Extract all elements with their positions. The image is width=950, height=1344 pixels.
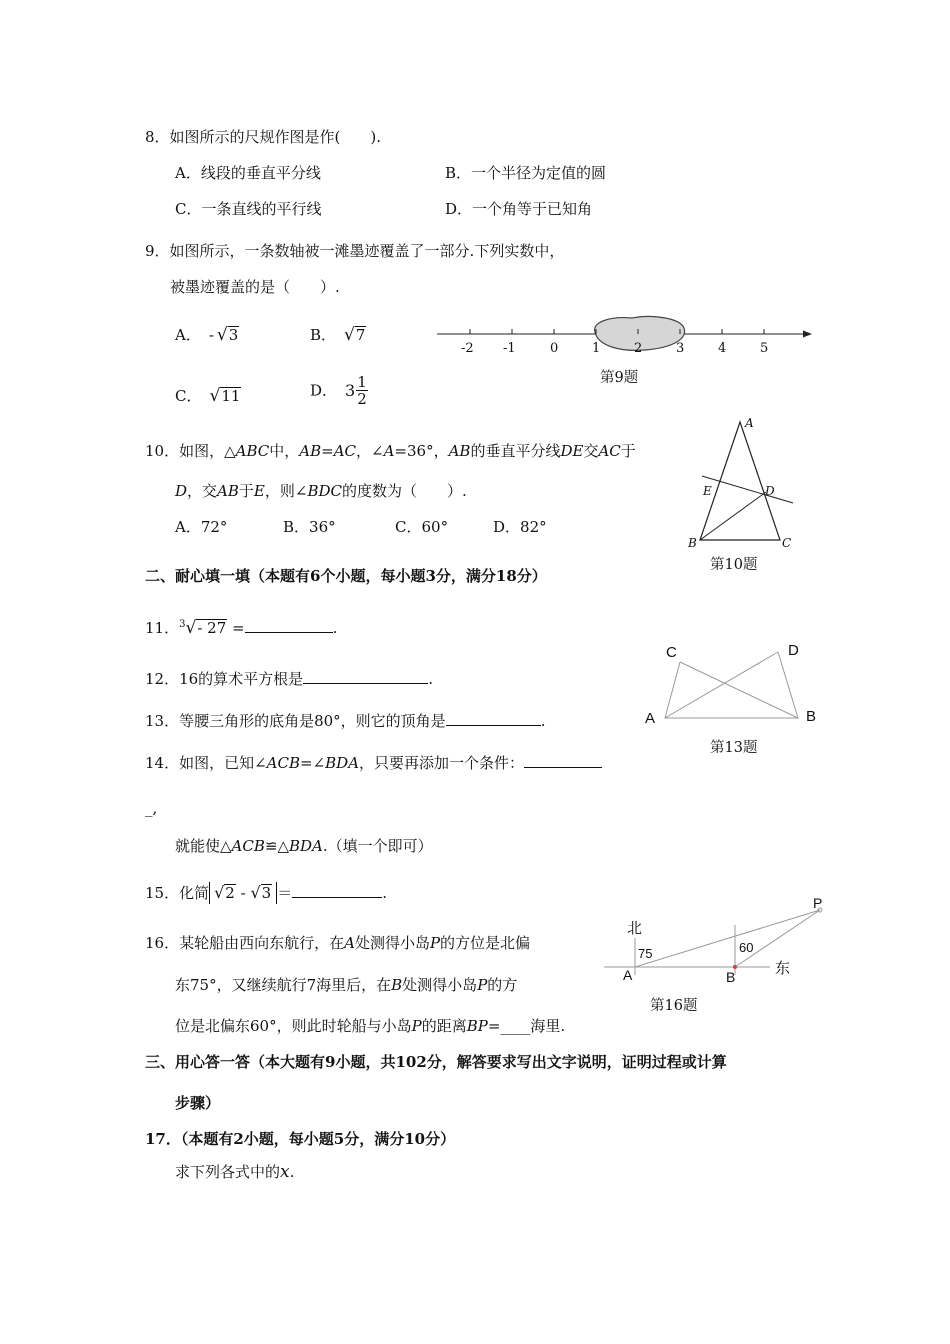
axis-tick-label: -1 — [503, 341, 516, 356]
q16-label-60: 60 — [739, 940, 754, 955]
q16-label-p: P — [813, 895, 823, 911]
q8-stem: 8．如图所示的尺规作图是作( ). — [145, 128, 382, 146]
q9-option-c: C． √11 — [175, 386, 241, 406]
q14-line2: _, — [145, 799, 158, 817]
q10-stem-line1: 10．如图，△ABC中，AB=AC，∠A=36°，AB的垂直平分线DE交AC于 — [145, 442, 636, 460]
q10-label-d: D — [765, 484, 775, 498]
axis-tick-label: 1 — [592, 341, 601, 356]
axis-tick-label: 4 — [718, 341, 727, 356]
q13-caption: 第13题 — [710, 740, 758, 756]
q10-option-c: C．60° — [395, 518, 449, 536]
q13-label-c: C — [666, 644, 677, 661]
q13: 13．等腰三角形的底角是80°，则它的顶角是 . — [145, 712, 546, 730]
q15: 15．化简 √2 - √3 ＝ . — [145, 883, 387, 902]
q13-label-d: D — [788, 642, 799, 659]
q16-line3: 位是北偏东60°，则此时轮船与小岛P的距离BP=____海里. — [175, 1017, 566, 1035]
q10-label-e: E — [703, 484, 712, 498]
q17-heading: 17．（本题有2小题，每小题5分，满分10分） — [145, 1130, 456, 1148]
q10-label-a: A — [745, 416, 754, 430]
axis-tick-label: 0 — [550, 341, 559, 356]
section2-heading: 二、耐心填一填（本题有6个小题，每小题3分，满分18分） — [145, 567, 547, 585]
q9-option-b: B． √7 — [310, 325, 366, 345]
q16-line2: 东75°，又继续航行7海里后，在B处测得小岛P的方 — [175, 976, 518, 994]
q16-caption: 第16题 — [650, 998, 698, 1014]
q9-stem-line2: 被墨迹覆盖的是（ ）. — [170, 278, 340, 296]
q8-option-c: C．一条直线的平行线 — [175, 200, 322, 218]
axis-tick-label: 5 — [760, 341, 769, 356]
q16-label-east: 东 — [775, 959, 791, 977]
q16-label-75: 75 — [638, 946, 653, 961]
q10-option-d: D．82° — [493, 518, 547, 536]
q9-option-d: D． 3 $\frac{1}{2}$ — [310, 373, 367, 408]
q16-label-b: B — [726, 969, 736, 985]
q14-line1: 14．如图，已知∠ACB=∠BDA，只要再添加一个条件： — [145, 753, 602, 773]
q12: 12．16的算术平方根是 . — [145, 670, 433, 688]
q10-label-c: C — [782, 536, 792, 550]
q10-option-a: A．72° — [175, 518, 228, 536]
q10-stem-line2: D，交AB于E，则∠BDC的度数为（ ）. — [175, 482, 467, 500]
q8-option-a: A．线段的垂直平分线 — [175, 164, 321, 182]
axis-tick-label: -2 — [461, 341, 474, 356]
q17-text: 求下列各式中的x. — [175, 1162, 295, 1182]
q8-option-b: B．一个半径为定值的圆 — [445, 164, 607, 182]
q10-caption: 第10题 — [710, 557, 758, 573]
q10-label-b: B — [688, 536, 697, 550]
q13-label-a: A — [645, 710, 656, 727]
section3-heading-line2: 步骤） — [175, 1094, 221, 1112]
q9-option-a: A． - √3 — [175, 325, 239, 345]
section3-heading-line1: 三、用心答一答（本大题有9小题，共102分，解答要求写出文字说明，证明过程或计算 — [145, 1053, 727, 1071]
q16-label-north: 北 — [627, 919, 643, 937]
q8-option-d: D．一个角等于已知角 — [445, 200, 593, 218]
axis-tick-label: 2 — [634, 341, 643, 356]
q9-stem-line1: 9．如图所示，一条数轴被一滩墨迹覆盖了一部分.下列实数中， — [145, 242, 565, 260]
q11: 11．$^3$√- 27 = . — [145, 618, 338, 638]
q16-line1: 16．某轮船由西向东航行，在A处测得小岛P的方位是北偏 — [145, 934, 531, 952]
axis-tick-label: 3 — [676, 341, 685, 356]
q14-line3: 就能使△ACB≌△BDA.（填一个即可） — [175, 837, 433, 855]
q9-caption: 第9题 — [600, 370, 639, 386]
q10-option-b: B．36° — [283, 518, 336, 536]
q13-label-b: B — [806, 708, 817, 725]
q16-label-a: A — [623, 967, 633, 983]
